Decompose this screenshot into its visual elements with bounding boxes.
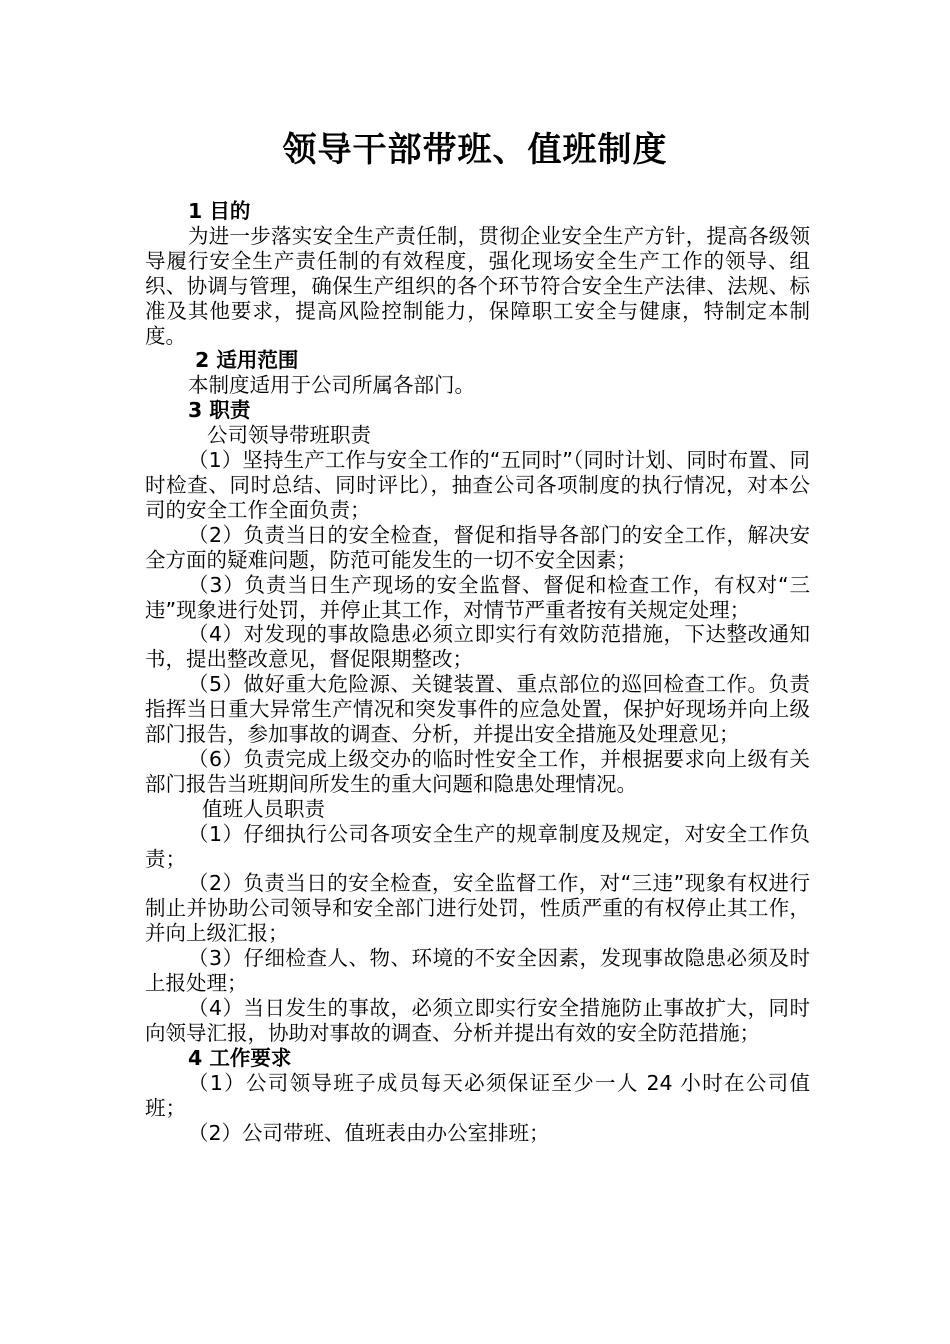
section-3-subheading-leader: 公司领导带班职责 [207, 423, 371, 448]
section-1-paragraph: 为进一步落实安全生产责任制，贯彻企业安全生产方针，提高各级领导履行安全生产责任制的有效程度，强化现场安全生产工作的领导、组织、协调与管理，确保生产组织的各个环节符合安全生产法律、法规、标准及其他要求，提高风险控制能力，保障职工安全与健康，特制定本制度。 [145, 223, 810, 348]
list-item: （2）负责当日的安全检查，督促和指导各部门的安全工作，解决安全方面的疑难问题，防范可能发生的一切不安全因素； [145, 522, 810, 572]
section-3-subheading-duty: 值班人员职责 [202, 796, 325, 821]
section-1-heading: 1 目的 [188, 199, 251, 223]
section-2-paragraph: 本制度适用于公司所属各部门。 [188, 373, 475, 398]
list-item: （2）负责当日的安全检查，安全监督工作，对“三违”现象有权进行制止并协助公司领导和安全部门进行处罚，性质严重的有权停止其工作，并向上级汇报； [145, 871, 810, 946]
list-item: （3）负责当日生产现场的安全监督、督促和检查工作，有权对“三违”现象进行处罚，并停止其工作，对情节严重者按有关规定处理； [145, 572, 810, 622]
list-item: （5）做好重大危险源、关键装置、重点部位的巡回检查工作。负责指挥当日重大异常生产情况和突发事件的应急处置，保护好现场并向上级部门报告，参加事故的调查、分析，并提出安全措施及处理意见； [145, 672, 810, 747]
section-3-heading: 3 职责 [188, 398, 251, 423]
list-item: （3）仔细检查人、物、环境的不安全因素，发现事故隐患必须及时上报处理； [145, 946, 810, 996]
list-item: （1）仔细执行公司各项安全生产的规章制度及规定，对安全工作负责； [145, 821, 810, 871]
list-item: （1）坚持生产工作与安全工作的“五同时”（同时计划、同时布置、同时检查、同时总结、同时评比），抽查公司各项制度的执行情况，对本公司的安全工作全面负责； [145, 448, 810, 522]
list-item: （2）公司带班、值班表由办公室排班； [188, 1120, 550, 1145]
list-item: （4）对发现的事故隐患必须立即实行有效防范措施，下达整改通知书，提出整改意见，督促限期整改； [145, 622, 810, 672]
list-item: （4）当日发生的事故，必须立即实行安全措施防止事故扩大，同时向领导汇报，协助对事故的调查、分析并提出有效的安全防范措施； [145, 996, 810, 1045]
section-2-heading: 2 适用范围 [195, 348, 299, 373]
list-item: （6）负责完成上级交办的临时性安全工作，并根据要求向上级有关部门报告当班期间所发生的重大问题和隐患处理情况。 [145, 746, 810, 796]
document-body [145, 199, 810, 1145]
section-4-heading: 4 工作要求 [188, 1045, 292, 1070]
page-title: 领导干部带班、值班制度 [282, 130, 668, 170]
list-item: （1）公司领导班子成员每天必须保证至少一人 24 小时在公司值班； [145, 1070, 810, 1120]
